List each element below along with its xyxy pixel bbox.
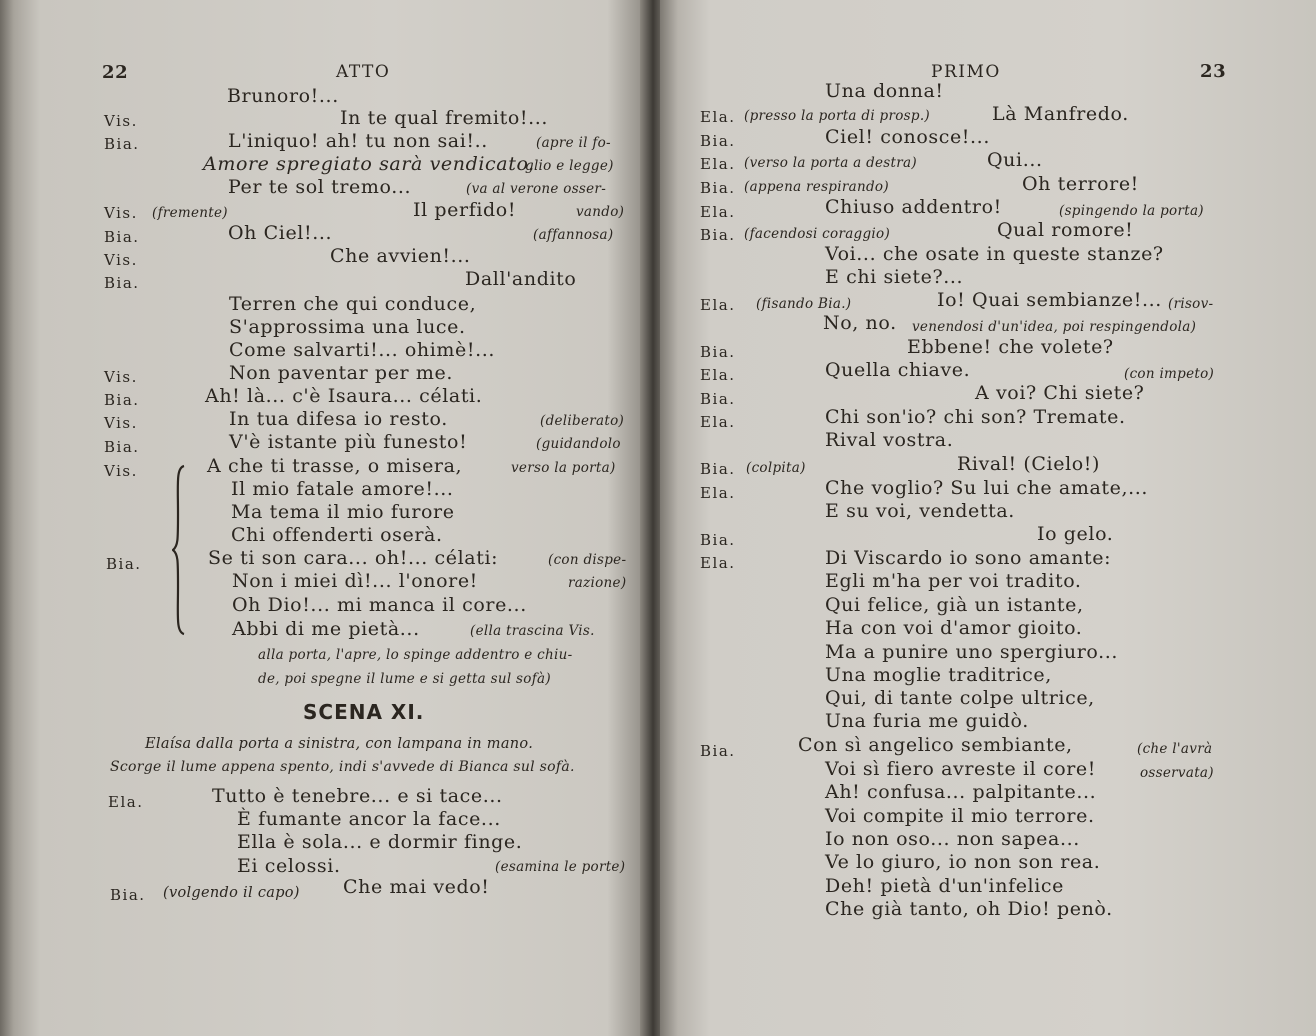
stage-direction: osservata) <box>1140 765 1214 781</box>
speaker-direction: (appena respirando) <box>744 179 889 195</box>
verse-line: Ma a punire uno spergiuro... <box>825 641 1119 663</box>
verse-line: Io gelo. <box>1037 523 1114 545</box>
verse-line: Ve lo giuro, io non son rea. <box>825 851 1101 873</box>
running-head: ATTO <box>336 62 391 82</box>
verse-line: Io! Quai sembianze!... <box>937 289 1162 311</box>
verse-line: Brunoro!... <box>227 85 339 107</box>
verse-line: E su voi, vendetta. <box>825 500 1015 522</box>
stage-direction: (risov- <box>1168 296 1214 312</box>
verse-line: Qual romore! <box>997 219 1134 241</box>
stage-direction: glio e legge) <box>525 158 614 174</box>
verse-line: In te qual fremito!... <box>340 107 549 129</box>
verse-line: Non i miei dì!... l'onore! <box>232 570 478 592</box>
speaker-label: Ela. <box>700 554 736 572</box>
scene-title: SCENA XI. <box>303 700 425 724</box>
verse-line: L'iniquo! ah! tu non sai!.. <box>228 130 488 152</box>
verse-line: Tutto è tenebre... e si tace... <box>212 785 503 807</box>
speaker-label: Bia. <box>700 226 736 244</box>
speaker-label: Bia. <box>700 531 736 549</box>
verse-line: Oh terrore! <box>1022 173 1139 195</box>
scene-direction: Elaísa dalla porta a sinistra, con lampana in mano. <box>145 736 534 752</box>
verse-line: Una furia me guidò. <box>825 710 1029 732</box>
page-number: 22 <box>102 62 129 83</box>
verse-line: Per te sol tremo... <box>228 176 412 198</box>
speaker-label: Ela. <box>700 413 736 431</box>
verse-line: Chi offenderti oserà. <box>231 524 443 546</box>
verse-line: No, no. <box>823 312 897 334</box>
verse-line: Che già tanto, oh Dio! penò. <box>825 898 1113 920</box>
speaker-direction: (verso la porta a destra) <box>744 155 917 171</box>
verse-line: Ah! confusa... palpitante... <box>825 781 1097 803</box>
verse-line: Con sì angelico sembiante, <box>798 734 1073 756</box>
speaker-label: Ela. <box>700 366 736 384</box>
speaker-label: Vis. <box>104 414 138 432</box>
verse-line: Di Viscardo io sono amante: <box>825 547 1112 569</box>
left-page <box>0 0 646 1036</box>
verse-line: Oh Dio!... mi manca il core... <box>232 594 527 616</box>
speaker-label: Ela. <box>700 484 736 502</box>
stage-direction: (ella trascina Vis. <box>470 623 595 639</box>
verse-line: Il perfido! <box>413 199 517 221</box>
speaker-direction: (colpita) <box>746 460 806 476</box>
stage-direction: (che l'avrà <box>1137 741 1213 757</box>
speaker-label: Bia. <box>104 391 140 409</box>
scene-direction: Scorge il lume appena spento, indi s'avvede di Bianca sul sofà. <box>110 759 575 775</box>
page-number: 23 <box>1200 61 1227 82</box>
verse-line: Amore spregiato sarà vendicato. <box>203 153 535 175</box>
speaker-label: Bia. <box>104 228 140 246</box>
verse-line: In tua difesa io resto. <box>229 408 448 430</box>
stage-direction: (affannosa) <box>533 227 614 243</box>
speaker-label: Bia. <box>104 274 140 292</box>
verse-line: V'è istante più funesto! <box>229 431 468 453</box>
speaker-label: Bia. <box>106 555 142 573</box>
verse-line: Se ti son cara... oh!... célati: <box>208 547 499 569</box>
verse-line: Dall'andito <box>465 268 577 290</box>
speaker-label: Bia. <box>700 132 736 150</box>
verse-line: Voi compite il mio terrore. <box>825 805 1095 827</box>
stage-direction: alla porta, l'apre, lo spinge addentro e chiu- <box>258 647 573 663</box>
verse-line: Una donna! <box>825 80 944 102</box>
verse-line: Ebbene! che volete? <box>907 336 1114 358</box>
verse-line: Là Manfredo. <box>992 103 1129 125</box>
running-head: PRIMO <box>931 62 1001 82</box>
verse-line: Oh Ciel!... <box>228 222 333 244</box>
stage-direction: (deliberato) <box>540 413 625 429</box>
verse-line: Deh! pietà d'un'infelice <box>825 875 1064 897</box>
speaker-direction: (fremente) <box>152 205 228 221</box>
speaker-label: Ela. <box>700 108 736 126</box>
stage-direction: razione) <box>568 575 627 591</box>
verse-line: Qui... <box>987 149 1043 171</box>
speaker-label: Ela. <box>700 203 736 221</box>
verse-line: Qui felice, già un istante, <box>825 594 1084 616</box>
speaker-label: Ela. <box>700 155 736 173</box>
verse-line: Voi sì fiero avreste il core! <box>825 758 1097 780</box>
speaker-direction: (fisando Bia.) <box>756 296 852 312</box>
speaker-direction: (facendosi coraggio) <box>744 226 891 242</box>
verse-line: È fumante ancor la face... <box>237 808 501 830</box>
verse-line: S'approssima una luce. <box>229 316 466 338</box>
speaker-label: Ela. <box>700 296 736 314</box>
stage-direction: (apre il fo- <box>536 135 611 151</box>
stage-direction: (con impeto) <box>1124 366 1215 382</box>
verse-line: Che voglio? Su lui che amate,... <box>825 477 1149 499</box>
speaker-direction: (volgendo il capo) <box>163 885 300 901</box>
stage-direction: (spingendo la porta) <box>1059 203 1204 219</box>
speaker-label: Vis. <box>104 462 138 480</box>
brace-icon <box>172 464 186 636</box>
verse-line: Io non oso... non sapea... <box>825 828 1080 850</box>
verse-line: Chiuso addentro! <box>825 196 1002 218</box>
stage-direction: de, poi spegne il lume e si getta sul sofà) <box>258 671 551 687</box>
verse-line: Non paventar per me. <box>229 362 453 384</box>
stage-direction: (va al verone osser- <box>466 181 607 197</box>
speaker-label: Bia. <box>700 460 736 478</box>
verse-line: Egli m'ha per voi tradito. <box>825 570 1082 592</box>
stage-direction: (guidandolo <box>536 436 621 452</box>
stage-direction: (esamina le porte) <box>495 859 626 875</box>
verse-line: Rival! (Cielo!) <box>957 453 1101 475</box>
verse-line: Ei celossi. <box>237 855 341 877</box>
speaker-label: Vis. <box>104 368 138 386</box>
speaker-label: Bia. <box>700 343 736 361</box>
verse-line: Chi son'io? chi son? Tremate. <box>825 406 1126 428</box>
verse-line: Quella chiave. <box>825 359 971 381</box>
stage-direction: venendosi d'un'idea, poi respingendola) <box>912 319 1197 335</box>
verse-line: Ciel! conosce!... <box>825 126 990 148</box>
verse-line: Che avvien!... <box>330 245 471 267</box>
speaker-label: Ela. <box>108 793 144 811</box>
verse-line: Abbi di me pietà... <box>232 618 420 640</box>
verse-line: Ma tema il mio furore <box>231 501 455 523</box>
verse-line: A voi? Chi siete? <box>975 382 1145 404</box>
verse-line: Ha con voi d'amor gioito. <box>825 617 1083 639</box>
verse-line: A che ti trasse, o misera, <box>207 455 463 477</box>
verse-line: Che mai vedo! <box>343 876 490 898</box>
speaker-label: Vis. <box>104 204 138 222</box>
right-page <box>660 0 1316 1036</box>
speaker-label: Vis. <box>104 112 138 130</box>
speaker-label: Bia. <box>104 135 140 153</box>
speaker-direction: (presso la porta di prosp.) <box>744 108 930 124</box>
stage-direction: verso la porta) <box>511 460 616 476</box>
verse-line: Una moglie traditrice, <box>825 664 1052 686</box>
verse-line: Ella è sola... e dormir finge. <box>237 831 523 853</box>
stage-direction: (con dispe- <box>548 552 627 568</box>
verse-line: E chi siete?... <box>825 266 964 288</box>
verse-line: Terren che qui conduce, <box>229 293 477 315</box>
speaker-label: Bia. <box>700 390 736 408</box>
speaker-label: Bia. <box>104 438 140 456</box>
verse-line: Rival vostra. <box>825 429 954 451</box>
speaker-label: Bia. <box>700 179 736 197</box>
speaker-label: Vis. <box>104 251 138 269</box>
verse-line: Come salvarti!... ohimè!... <box>229 339 496 361</box>
verse-line: Il mio fatale amore!... <box>231 478 454 500</box>
speaker-label: Bia. <box>110 886 146 904</box>
stage-direction: vando) <box>576 204 625 220</box>
speaker-label: Bia. <box>700 742 736 760</box>
verse-line: Qui, di tante colpe ultrice, <box>825 687 1095 709</box>
verse-line: Voi... che osate in queste stanze? <box>825 243 1164 265</box>
verse-line: Ah! là... c'è Isaura... célati. <box>205 385 483 407</box>
